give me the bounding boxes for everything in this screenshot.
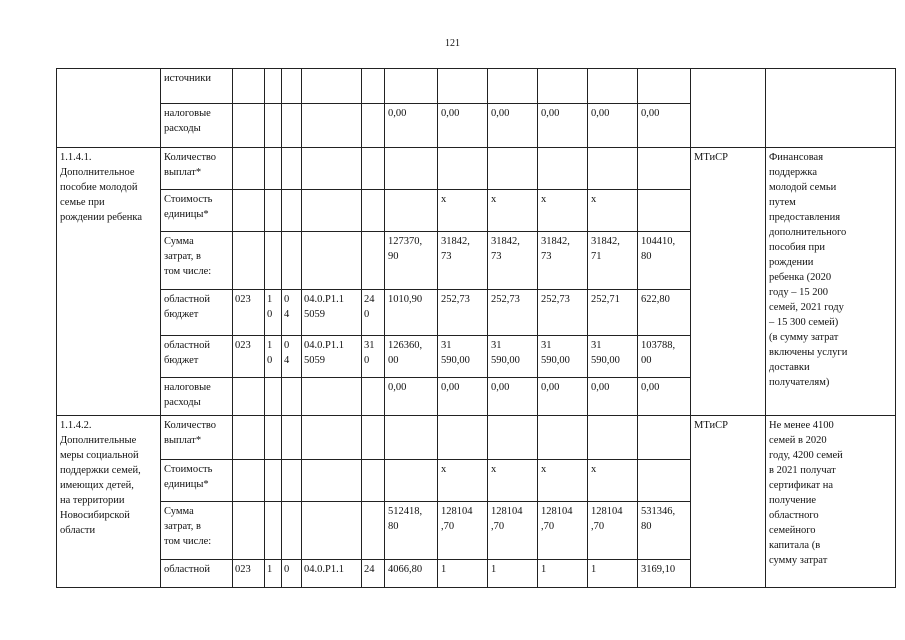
budget-code-cell [362,502,385,560]
value-cell [385,148,438,190]
value-cell: 0,00 [538,104,588,148]
value-cell: 512418, 80 [385,502,438,560]
value-cell: 31842, 73 [438,232,488,290]
value-cell: 0,00 [438,104,488,148]
value-cell: 1 [538,560,588,588]
budget-code-cell [362,69,385,104]
indicator-label-cell: Количество выплат* [161,416,233,460]
budget-code-cell [282,502,302,560]
value-cell: 0,00 [538,378,588,416]
budget-code-cell [362,378,385,416]
expected-result-cell: Не менее 4100 семей в 2020 году, 4200 семей в 2021 получат сертификат на получение областного семейного капитала (в сумму затрат [766,416,896,588]
budget-code-cell [265,416,282,460]
budget-code-cell [302,460,362,502]
value-cell: x [588,190,638,232]
value-cell [638,69,691,104]
value-cell: 128104 ,70 [438,502,488,560]
value-cell: 0,00 [385,378,438,416]
budget-code-cell [233,190,265,232]
table-row [57,148,896,190]
value-cell [385,190,438,232]
value-cell: 0,00 [588,378,638,416]
indicator-label-cell: Сумма затрат, в том числе: [161,232,233,290]
budget-code-cell: 0 4 [282,336,302,378]
budget-code-cell [265,190,282,232]
budget-code-cell [282,148,302,190]
budget-code-cell [233,378,265,416]
indicator-label-cell: областной [161,560,233,588]
budget-code-cell [265,104,282,148]
indicator-label-cell: Сумма затрат, в том числе: [161,502,233,560]
budget-code-cell [233,69,265,104]
value-cell: 1 [488,560,538,588]
indicator-label-cell: областной бюджет [161,290,233,336]
budget-code-cell [302,378,362,416]
value-cell: 104410, 80 [638,232,691,290]
value-cell: 126360, 00 [385,336,438,378]
value-cell: 31842, 73 [488,232,538,290]
budget-code-cell [233,104,265,148]
value-cell: 1 [438,560,488,588]
value-cell: 127370, 90 [385,232,438,290]
budget-code-cell: 24 0 [362,290,385,336]
budget-code-cell [302,148,362,190]
budget-code-cell [362,148,385,190]
value-cell: x [488,190,538,232]
budget-code-cell [302,232,362,290]
indicator-label-cell: областной бюджет [161,336,233,378]
value-cell [438,148,488,190]
value-cell: 31 590,00 [538,336,588,378]
value-cell [488,69,538,104]
budget-table [56,68,896,588]
value-cell [588,69,638,104]
budget-code-cell [302,104,362,148]
budget-code-cell [282,416,302,460]
value-cell: x [438,460,488,502]
budget-code-cell [302,416,362,460]
value-cell: 128104 ,70 [538,502,588,560]
indicator-label-cell: Стоимость единицы* [161,460,233,502]
value-cell: 31 590,00 [588,336,638,378]
value-cell: 3169,10 [638,560,691,588]
budget-code-cell: 023 [233,336,265,378]
value-cell: 128104 ,70 [488,502,538,560]
budget-code-cell: 1 0 [265,290,282,336]
value-cell: 252,73 [538,290,588,336]
value-cell [538,148,588,190]
budget-code-cell [233,460,265,502]
expected-result-cell [766,69,896,148]
value-cell [385,416,438,460]
value-cell: 0,00 [438,378,488,416]
value-cell [638,416,691,460]
value-cell: 252,73 [488,290,538,336]
value-cell [438,69,488,104]
table-row [57,69,896,104]
budget-code-cell [233,232,265,290]
value-cell [638,148,691,190]
value-cell: 0,00 [385,104,438,148]
executor-cell: МТиСР [691,416,766,588]
indicator-label-cell: Количество выплат* [161,148,233,190]
budget-code-cell [302,69,362,104]
value-cell: x [488,460,538,502]
value-cell: 31 590,00 [438,336,488,378]
value-cell: 31842, 73 [538,232,588,290]
value-cell: 622,80 [638,290,691,336]
value-cell [385,460,438,502]
budget-code-cell: 24 [362,560,385,588]
value-cell [638,460,691,502]
budget-code-cell [265,148,282,190]
budget-code-cell [233,502,265,560]
budget-code-cell: 04.0.P1.1 5059 [302,336,362,378]
value-cell [588,416,638,460]
value-cell: 31 590,00 [488,336,538,378]
budget-code-cell [282,190,302,232]
expected-result-cell: Финансовая поддержка молодой семьи путем предоставления дополнительного пособия при рождении ребенка (2020 году – 15 200 семей, 2021 году – 15 300 семей) (в сумму затрат включены услуги доставки получателям) [766,148,896,416]
budget-code-cell: 04.0.P1.1 5059 [302,290,362,336]
value-cell: 0,00 [488,378,538,416]
value-cell: 4066,80 [385,560,438,588]
value-cell [438,416,488,460]
measure-name-cell [57,69,161,148]
indicator-label-cell: Стоимость единицы* [161,190,233,232]
value-cell: 0,00 [638,378,691,416]
budget-code-cell [302,190,362,232]
budget-code-cell [282,232,302,290]
budget-code-cell: 1 0 [265,336,282,378]
budget-code-cell: 04.0.P1.1 [302,560,362,588]
value-cell: 128104 ,70 [588,502,638,560]
budget-code-cell [302,502,362,560]
value-cell: 252,73 [438,290,488,336]
budget-code-cell [282,104,302,148]
budget-code-cell: 023 [233,560,265,588]
value-cell [588,148,638,190]
budget-code-cell: 1 [265,560,282,588]
budget-code-cell [282,460,302,502]
budget-code-cell [265,69,282,104]
page-number: 121 [445,38,460,49]
value-cell [488,148,538,190]
budget-code-cell [282,69,302,104]
budget-code-cell [362,460,385,502]
budget-code-cell [233,416,265,460]
budget-code-cell [362,104,385,148]
value-cell [638,190,691,232]
value-cell: 1 [588,560,638,588]
value-cell: 531346, 80 [638,502,691,560]
value-cell [385,69,438,104]
table-row [57,416,896,460]
indicator-label-cell: источники [161,69,233,104]
budget-code-cell [265,378,282,416]
budget-code-cell [265,232,282,290]
value-cell [538,416,588,460]
value-cell: 0,00 [488,104,538,148]
value-cell: x [538,460,588,502]
value-cell: 252,71 [588,290,638,336]
budget-code-cell: 0 [282,560,302,588]
budget-code-cell [362,232,385,290]
measure-name-cell: 1.1.4.2. Дополнительные меры социальной поддержки семей, имеющих детей, на территории Новосибирской области [57,416,161,588]
value-cell: x [538,190,588,232]
value-cell [538,69,588,104]
value-cell: 0,00 [588,104,638,148]
budget-code-cell [265,460,282,502]
value-cell: 1010,90 [385,290,438,336]
indicator-label-cell: налоговые расходы [161,104,233,148]
value-cell: x [438,190,488,232]
value-cell: x [588,460,638,502]
budget-code-cell: 023 [233,290,265,336]
budget-code-cell: 31 0 [362,336,385,378]
value-cell: 31842, 71 [588,232,638,290]
budget-code-cell [362,190,385,232]
value-cell: 0,00 [638,104,691,148]
value-cell [488,416,538,460]
indicator-label-cell: налоговые расходы [161,378,233,416]
budget-code-cell: 0 4 [282,290,302,336]
value-cell: 103788, 00 [638,336,691,378]
measure-name-cell: 1.1.4.1. Дополнительное пособие молодой семье при рождении ребенка [57,148,161,416]
executor-cell [691,69,766,148]
budget-code-cell [265,502,282,560]
budget-code-cell [362,416,385,460]
budget-code-cell [233,148,265,190]
budget-code-cell [282,378,302,416]
executor-cell: МТиСР [691,148,766,416]
